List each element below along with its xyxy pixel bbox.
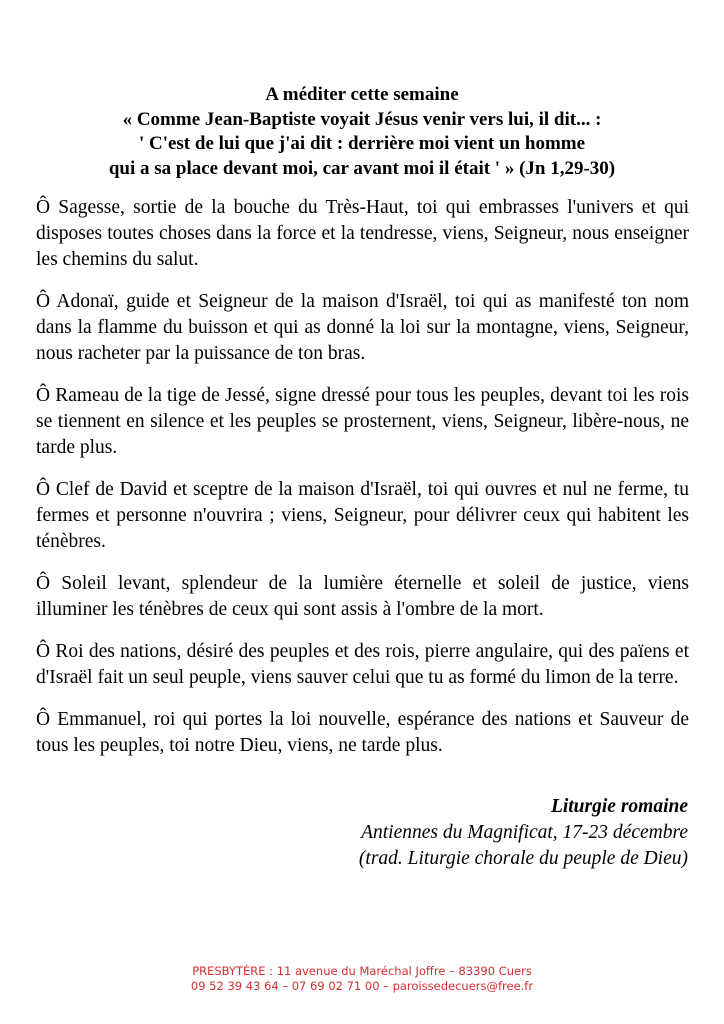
antiphon-paragraph: Ô Clef de David et sceptre de la maison d'Israël, toi qui ouvres et nul ne ferme, tu fermes et personne n'ouvrira ; viens, Seigneur, pour délivrer ceux qui habitent les ténèbres.	[36, 479, 689, 552]
antiphons-body	[36, 195, 689, 775]
signature-line: Antiennes du Magnificat, 17-23 décembre	[361, 822, 688, 843]
antiphon-paragraph: Ô Emmanuel, roi qui portes la loi nouvelle, espérance des nations et Sauveur de tous les peuples, toi notre Dieu, viens, ne tarde plus.	[36, 709, 689, 756]
footer-address: PRESBYTÈRE : 11 avenue du Maréchal Joffre – 83390 Cuers	[192, 964, 532, 978]
meditation-header	[40, 83, 684, 181]
footer-contact: 09 52 39 43 64 – 07 69 02 71 00 – paroissedecuers@free.fr	[190, 979, 534, 993]
antiphon-paragraph: Ô Sagesse, sortie de la bouche du Très-Haut, toi qui embrasses l'univers et qui disposes toutes choses dans la force et la tendresse, viens, Seigneur, nous enseigner les chemins du salut.	[36, 197, 689, 270]
antiphon-paragraph: Ô Roi des nations, désiré des peuples et des rois, pierre angulaire, qui des païens et d'Israël fait un seul peuple, viens sauver celui que tu as formé du limon de la terre.	[36, 641, 689, 688]
header-line: A méditer cette semaine	[265, 84, 459, 105]
antiphon-paragraph: Ô Soleil levant, splendeur de la lumière éternelle et soleil de justice, viens illuminer les ténèbres de ceux qui sont assis à l'ombre de la mort.	[36, 573, 689, 620]
signature-title: Liturgie romaine	[550, 796, 688, 817]
signature-line: (trad. Liturgie chorale du peuple de Dieu)	[358, 848, 688, 869]
antiphon-paragraph: Ô Adonaï, guide et Seigneur de la maison d'Israël, toi qui as manifesté ton nom dans la flamme du buisson et qui as donné la loi sur la montagne, viens, Seigneur, nous racheter par la puissance de ton bras.	[36, 291, 689, 364]
header-line: « Comme Jean-Baptiste voyait Jésus venir vers lui, il dit... :	[122, 108, 602, 130]
parish-footer	[0, 964, 724, 994]
header-line: ' C'est de lui que j'ai dit : derrière moi vient un homme	[138, 133, 586, 154]
antiphon-paragraph: Ô Rameau de la tige de Jessé, signe dressé pour tous les peuples, devant toi les rois se tiennent en silence et les peuples se prosternent, viens, Seigneur, libère-nous, ne tarde plus.	[36, 385, 689, 458]
source-signature	[359, 794, 688, 872]
header-line: qui a sa place devant moi, car avant moi il était ' » (Jn 1,29-30)	[108, 157, 616, 179]
